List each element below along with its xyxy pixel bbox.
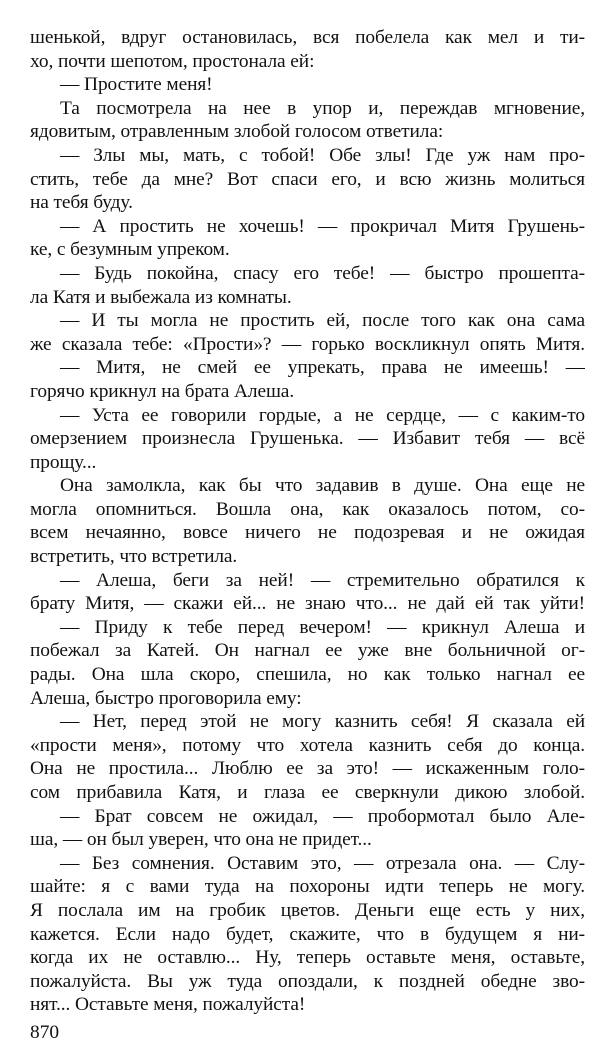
text-line: Я послала им на гробик цветов. Деньги еще есть у них, [30,899,585,921]
text-line: — Брат совсем не ожидал, — пробормотал было Але- [60,805,585,827]
text-line: — Злы мы, мать, с тобой! Обе злы! Где уж нам про- [60,144,585,166]
text-line: сом прибавила Катя, и глаза ее сверкнули дикою злобой. [30,782,585,803]
text-line: всем нечаянно, вовсе ничего не подозревая и не ожидая [30,522,585,544]
text-line: Алеша, быстро проговорила ему: [30,687,302,709]
text-line: нят... Оставьте меня, пожалуйста! [30,994,306,1016]
text-line: — Без сомнения. Оставим это, — отрезала она. — Слу- [60,852,585,874]
text-line: — А простить не хочешь! — прокричал Митя Грушень- [60,215,585,237]
text-line: горячо крикнул на брата Алеша. [30,380,295,402]
text-line: ядовитым, отравленным злобой голосом ответила: [30,121,444,143]
page-body [30,26,585,1017]
text-line: когда их не оставлю... Ну, теперь оставьте меня, оставьте, [30,947,585,969]
text-line: побежал за Катей. Он нагнал ее уже вне больничной ог- [30,640,585,662]
text-line: — Уста ее говорили гордые, а не сердце, — с каким-то [60,404,585,426]
text-line: хо, почти шепотом, простонала ей: [30,50,315,72]
text-line: ке, с безумным упреком. [30,239,230,261]
text-line: — Приду к тебе перед вечером! — крикнул Алеша и [60,616,585,638]
text-line: кажется. Если надо будет, скажите, что в будущем я ни- [30,923,585,945]
text-line: омерзением произнесла Грушенька. — Избавит тебя — всё [30,428,585,450]
text-line: же сказала тебе: «Прости»? — горько воскликнул опять Митя. [30,333,585,355]
text-line: ла Катя и выбежала из комнаты. [30,286,292,308]
text-line: шайте: я с вами туда на похороны идти теперь не могу. [30,876,585,898]
text-line: шенькой, вдруг остановилась, вся побелела как мел и ти- [30,27,585,48]
text-line: пожалуйста. Вы уж туда опоздали, к поздней обедне зво- [30,970,585,992]
text-line: «прости меня», потому что хотела казнить себя до конца. [30,734,585,756]
text-line: Она замолкла, как бы что задавив в душе. Она еще не [60,475,585,497]
text-line: могла опомниться. Вошла она, как оказалось потом, со- [30,498,585,520]
page-number: 870 [30,1022,60,1043]
text-line: брату Митя, — скажи ей... не знаю что... не дай ей так уйти! [30,593,585,615]
text-line: рады. Она шла скоро, спешила, но как только нагнал ее [30,664,585,686]
text-line: — Алеша, беги за ней! — стремительно обратился к [60,569,585,591]
text-line: — Митя, не смей ее упрекать, права не имеешь! — [60,357,585,379]
text-line: — И ты могла не простить ей, после того как она сама [60,310,585,332]
text-line: встретить, что встретила. [30,546,238,568]
text-line: — Нет, перед этой не могу казнить себя! Я сказала ей [60,711,585,733]
text-line: прощу... [30,451,97,473]
text-line: на тебя буду. [30,192,133,214]
text-line: Та посмотрела на нее в упор и, переждав мгновение, [60,97,585,119]
text-line: — Простите меня! [60,74,213,96]
text-line: Она не простила... Люблю ее за это! — искаженным голо- [30,758,585,780]
text-line: ша, — он был уверен, что она не придет... [30,829,372,851]
text-line: стить, тебе да мне? Вот спаси его, и всю жизнь молиться [30,168,585,190]
text-line: — Будь покойна, спасу его тебе! — быстро прошепта- [60,262,585,284]
